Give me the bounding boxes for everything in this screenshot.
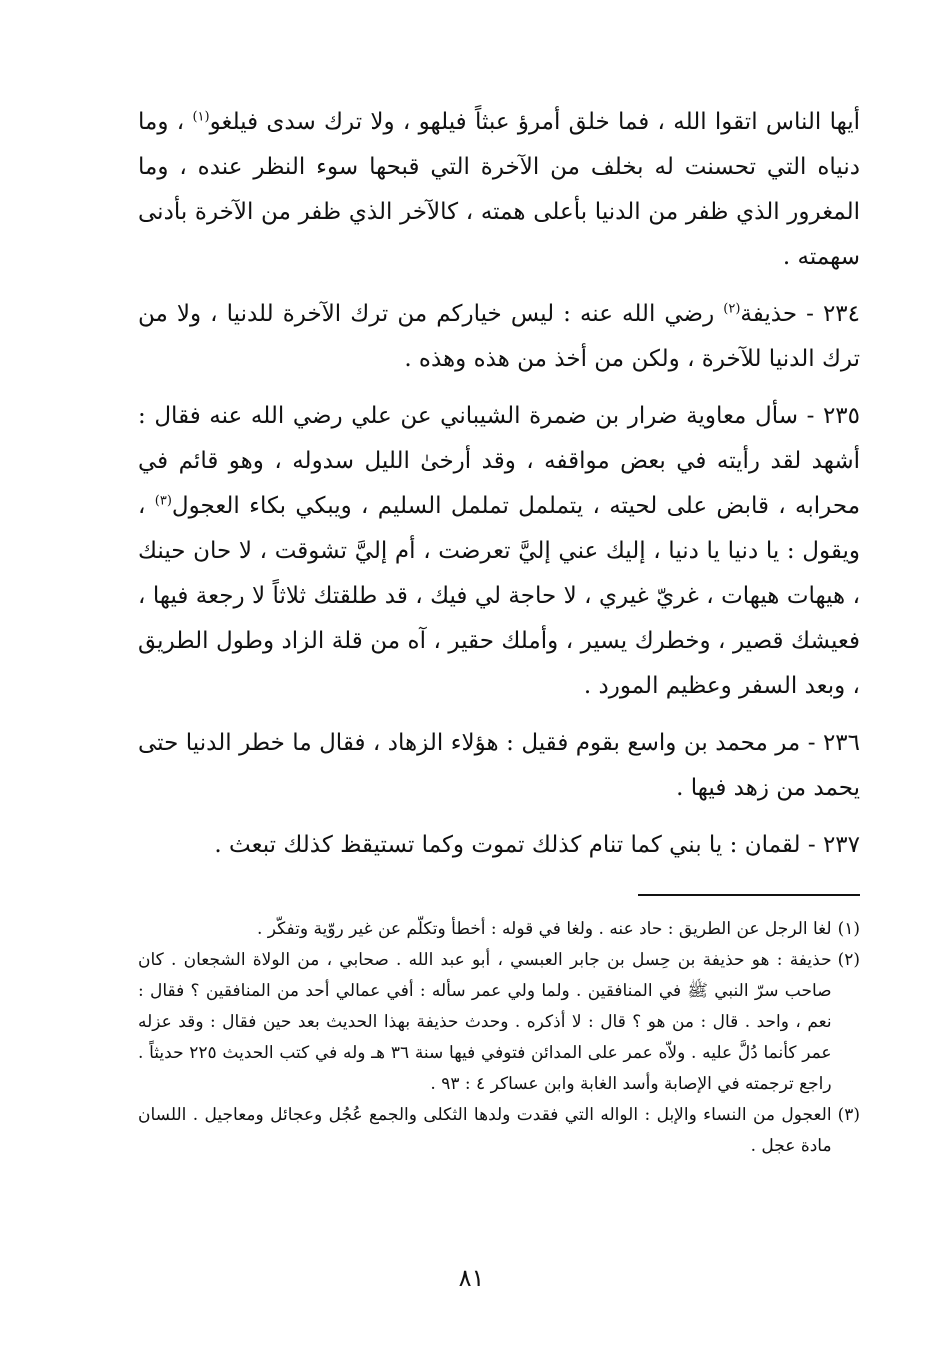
paragraph-text: أيها الناس اتقوا الله ، فما خلق أمرؤ عبثاً فيلهو ، ولا ترك سدى فيلغو	[209, 109, 860, 135]
footnote-3	[138, 1100, 860, 1162]
paragraph-text: ، ويقول : يا دنيا يا دنيا ، إليك عني إليَّ تعرضت ، أم إليَّ تشوقت ، لا حان حينك ، هيهات هيهات ، غريّ غيري ، لا حاجة لي فيك ، قد طلقتك ثلاثاً لا رجعة فيها ، فعيشك قصير ، وخطرك يسير ، وأملك حقير ، آه من قلة الزاد وطول الطريق ، وبعد السفر وعظيم المورد .	[138, 493, 860, 699]
footnote-ref-3[interactable]: (٣)	[154, 493, 172, 509]
footnote-number: (٢)	[837, 950, 860, 970]
footnote-1	[138, 914, 860, 945]
footnote-2	[138, 945, 860, 1100]
paragraph-233-continuation	[138, 100, 860, 280]
paragraph-text: رضي الله عنه : ليس خياركم من ترك الآخرة للدنيا ، ولا من ترك الدنيا للآخرة ، ولكن من أخذ من هذه وهذه .	[138, 301, 860, 372]
paragraph-234	[138, 292, 860, 382]
footnote-ref-1[interactable]: (١)	[192, 109, 210, 125]
paragraph-235	[138, 394, 860, 709]
paragraph-text: ٢٣٤ - حذيفة	[740, 301, 860, 327]
page-body	[138, 100, 860, 1162]
footnote-number: (٣)	[837, 1105, 860, 1125]
paragraph-text: ، وما دنياه التي تحسنت له بخلف من الآخرة التي قبحها سوء النظر عنده ، وما المغرور الذي ظفر من الدنيا بأعلى همته ، كالآخر الذي ظفر من الآخرة بأدنى سهمته .	[138, 109, 860, 270]
footnote-text: العجول من النساء والإبل : الواله التي فقدت ولدها الثكلى والجمع عُجُل وعجائل ومعاجيل . اللسان مادة عجل .	[138, 1105, 832, 1156]
page-number: ٨١	[458, 1264, 485, 1292]
paragraph-237	[138, 823, 860, 868]
paragraph-text: ٢٣٧ - لقمان : يا بني كما تنام كذلك تموت وكما تستيقظ كذلك تبعث .	[214, 832, 860, 858]
footnote-number: (١)	[837, 919, 860, 939]
paragraph-text: ٢٣٦ - مر محمد بن واسع بقوم فقيل : هؤلاء الزهاد ، فقال ما خطر الدنيا حتى يحمد من زهد فيها .	[138, 730, 860, 801]
footnote-text: لغا الرجل عن الطريق : حاد عنه . ولغا في قوله : أخطأ وتكلّم عن غير روّية وتفكّر .	[256, 919, 832, 939]
footnotes	[138, 914, 860, 1162]
footnote-text: حذيفة : هو حذيفة بن حِسل بن جابر العبسي ، أبو عبد الله . صحابي ، من الولاة الشجعان . كان صاحب سرّ النبي ﷺ في المنافقين . ولما ولي عمر سأله : أفي عمالي أحد من المنافقين ؟ فقال : نعم ، واحد . قال : من هو ؟ قال : لا أذكره . وحدث حذيفة بهذا الحديث بعد حين فقال : وقد عزله عمر كأنما دُلَّ عليه . ولاّه عمر على المدائن فتوفي فيها سنة ٣٦ هـ وله في كتب الحديث ٢٢٥ حديثاً . راجع ترجمته في الإصابة وأسد الغابة وابن عساكر ٤ : ٩٣ .	[138, 950, 832, 1094]
paragraph-236	[138, 721, 860, 811]
footnote-ref-2[interactable]: (٢)	[723, 301, 741, 317]
paragraph-text: ٢٣٥ - سأل معاوية ضرار بن ضمرة الشيباني عن علي رضي الله عنه فقال : أشهد لقد رأيته في بعض مواقفه ، وقد أرخىٰ الليل سدوله ، وهو قائم في محرابه ، قابض على لحيته ، يتململ تململ السليم ، ويبكي بكاء العجول	[138, 403, 861, 519]
footnote-divider	[638, 894, 860, 896]
